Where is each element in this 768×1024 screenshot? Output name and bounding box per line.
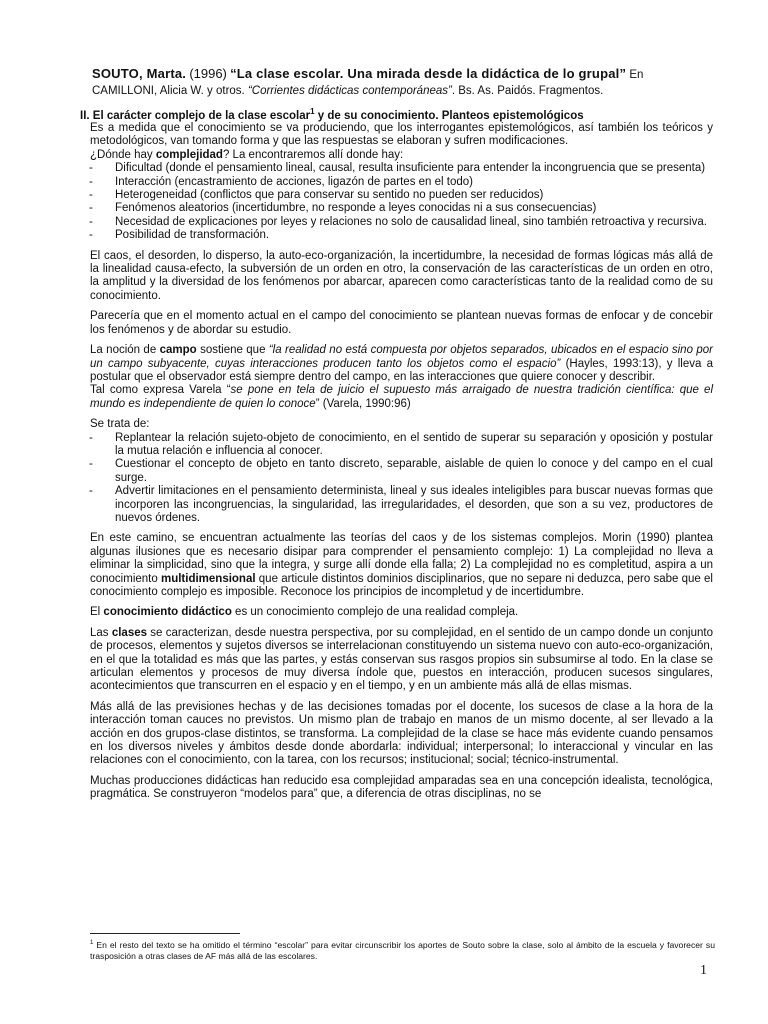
text: se caracterizan, desde nuestra perspectiva, por su complejidad, en el sentido de un campo donde un conjunto de procesos, elementos y sujetos diversos se interrelacionan constituyendo un sistema nuevo con auto-eco-organización, en el que la totalidad es más que las partes, y estás conservan sus rasgos propios sin subsumirse al todo. En la clase se articulan elementos y procesos de muy diversa índole que, puestos en interacción, producen sucesos singulares, acontecimientos que transcurren en el espacio y en el tiempo, y en un ambiente más allá de ellas mismas. [90, 626, 713, 693]
bold-text: clases [111, 626, 148, 639]
footnote-number: 1 [90, 940, 94, 946]
list-dash: - [89, 458, 93, 471]
list-dash: - [89, 431, 93, 444]
list-item-text: Necesidad de explicaciones por leyes y relaciones no solo de causalidad lineal, sino también retroactiva y recursiva. [115, 215, 707, 228]
list-item-text: Dificultad (donde el pensamiento lineal, causal, resulta insuficiente para entender la incongruencia que se presenta) [115, 162, 706, 175]
list-item [90, 176, 713, 189]
text: que articule distintos dominios disciplinarios, que no separe ni deduzca, pero sabe que el conocimiento complejo es imposible. Reconoce los principios de incompletud y de incertidumbre. [90, 572, 713, 598]
list-item-text: Fenómenos aleatorios (incertidumbre, no responde a leyes conocidas ni a sus consecuencias) [115, 202, 597, 215]
section-heading [80, 104, 720, 124]
paragraph [90, 344, 713, 384]
list-item-text: Advertir limitaciones en el pensamiento determinista, lineal y sus ideales inteligibles para buscar nuevas formas que incorporen las incongruencias, la singularidad, las irregularidades, el desorden, que son a su vez, productores de nuevos órdenes. [115, 485, 713, 524]
paragraph [90, 384, 713, 411]
bold-text: complejidad [155, 148, 223, 161]
list-dash: - [89, 189, 93, 202]
citation-in: En [629, 69, 644, 81]
paragraph: El caos, el desorden, lo disperso, la auto-eco-organización, la incertidumbre, la necesidad de formas lógicas más allá de la linealidad causa-efecto, la subversión de un orden en otro, la conservación de las características de un orden en otro, la amplitud y la diversidad de los fenómenos por abarcar, aparecen como características tanto de la realidad como de su conocimiento. [90, 249, 713, 302]
list-item-text: Interacción (encastramiento de acciones, ligazón de partes en el todo) [115, 175, 473, 188]
bibliographic-citation [92, 66, 692, 99]
list-dash: - [89, 175, 93, 188]
list-dash: - [89, 162, 93, 175]
text: Las [90, 626, 112, 639]
list-item-text: Cuestionar el concepto de objeto en tanto discreto, separable, aislable de quien lo conoce y del campo en el cual surge. [115, 458, 713, 484]
list-item [90, 229, 713, 242]
bold-text: multidimensional [160, 572, 256, 585]
paragraph: Más allá de las previsiones hechas y de las decisiones tomadas por el docente, los sucesos de clase a la hora de la interacción toman cauces no previstos. Un mismo plan de trabajo en manos de un mismo docente, al ser llevado a la acción en dos grupos-clase distintos, se transforma. La complejidad de la clase se hace más evidente cuando pensamos en los diversos niveles y ámbitos desde donde abordarla: individual; interpersonal; lo interaccional y vincular en las relaciones con el conocimiento, con la tarea, con los recursos; institucional; social; técnico-instrumental. [90, 700, 713, 767]
text: El [90, 606, 104, 619]
page-number: 1 [700, 963, 707, 978]
citation-title: “La clase escolar. Una mirada desde la didáctica de lo grupal” [230, 66, 627, 81]
list-item [90, 202, 713, 215]
text: sostiene que [196, 344, 269, 357]
list-item [90, 458, 713, 485]
citation-editors: CAMILLONI, Alicia W. y otros. [92, 85, 245, 97]
paragraph: Se trata de: [90, 418, 150, 431]
paragraph: Es a medida que el conocimiento se va produciendo, que los interrogantes epistemológicos, así también los teóricos y metodológicos, van tomando forma y que las respuestas se elaboran y sufren modificaciones. [90, 122, 713, 148]
list-dash: - [89, 202, 93, 215]
footnote-text: En el resto del texto se ha omitido el término “escolar” para evitar circunscribir los aportes de Souto sobre la clase, solo al ámbito de la escuela y favorecer su trasposición a otras clases de AF más allá de las escolares. [90, 939, 715, 962]
text: ” (Varela, 1990:96) [315, 397, 411, 410]
citation-author: SOUTO, Marta. [92, 66, 187, 81]
paragraph [90, 149, 713, 162]
paragraph [90, 627, 713, 694]
list-item [90, 162, 713, 175]
heading-text-tail: y de su conocimiento. Planteos epistemológicos [314, 109, 584, 122]
text: La noción de [90, 344, 160, 357]
text: En este camino, se encuentran actualmente las teorías del caos y de los sistemas complejos. Morin (1990) plantea algunas ilusiones que es necesario disipar para comprender el pensamiento complejo: 1) La complejidad no lleva a eliminar la simplicidad, sino que la integra, y surge allí donde ella falla; 2) La complejidad no es completitud, aspira a un conocimiento [90, 532, 713, 585]
quote-text: “la realidad no está compuesta por objetos separados, ubicados en el espacio sino por un campo subyacente, cuyas interacciones producen tanto los objetos como el espacio” [90, 344, 713, 370]
list-item-text: Heterogeneidad (conflictos que para conservar su sentido no pueden ser reducidos) [115, 189, 544, 202]
citation-publisher: . Bs. As. Paidós. Fragmentos. [451, 85, 604, 97]
paragraph [90, 532, 713, 599]
list-item [90, 216, 713, 229]
document-body [90, 122, 713, 802]
bold-text: conocimiento didáctico [103, 606, 232, 619]
paragraph: Parecería que en el momento actual en el campo del conocimiento se plantean nuevas formas de enfocar y de concebir los fenómenos y de abordar su estudio. [90, 310, 713, 336]
quote-text: se pone en tela de juicio el supuesto más arraigado de nuestra tradición científica: que el mundo es independiente de quien lo conoce [90, 384, 713, 410]
text: es un conocimiento complejo de una realidad compleja. [231, 606, 519, 619]
paragraph [90, 606, 713, 619]
text: ¿Dónde hay [90, 148, 156, 161]
list-item-text: Replantear la relación sujeto-objeto de conocimiento, en el sentido de superar su separación y oposición y postular la mutua relación e influencia al conocer. [115, 431, 713, 457]
complexity-list [90, 162, 713, 242]
citation-year: (1996) [189, 66, 227, 81]
footnote [90, 938, 715, 963]
list-item-text: Posibilidad de transformación. [115, 229, 270, 242]
text: (Hayles, 1993:13), y lleva a postular que el observador está siempre dentro del campo, en las interacciones que quiere conocer y describir. [90, 357, 714, 383]
list-dash: - [89, 485, 93, 498]
footnote-reference: 1 [310, 107, 315, 116]
list-item [90, 485, 713, 525]
text: ? La encontraremos allí donde hay: [222, 148, 404, 161]
text: Tal como expresa Varela “ [90, 384, 231, 397]
footnote-divider [90, 933, 240, 934]
paragraph: Muchas producciones didácticas han reducido esa complejidad amparadas sea en una concepción idealista, tecnológica, pragmática. Se construyeron “modelos para” que, a diferencia de otras disciplinas, no se [90, 774, 713, 801]
aims-list [90, 432, 713, 526]
heading-text: II. El carácter complejo de la clase escolar [80, 109, 311, 122]
list-dash: - [89, 229, 93, 242]
list-item [90, 432, 713, 459]
citation-book: “Corrientes didácticas contemporáneas” [247, 85, 452, 97]
bold-text: campo [159, 344, 197, 357]
list-item [90, 189, 713, 202]
list-dash: - [89, 215, 93, 228]
